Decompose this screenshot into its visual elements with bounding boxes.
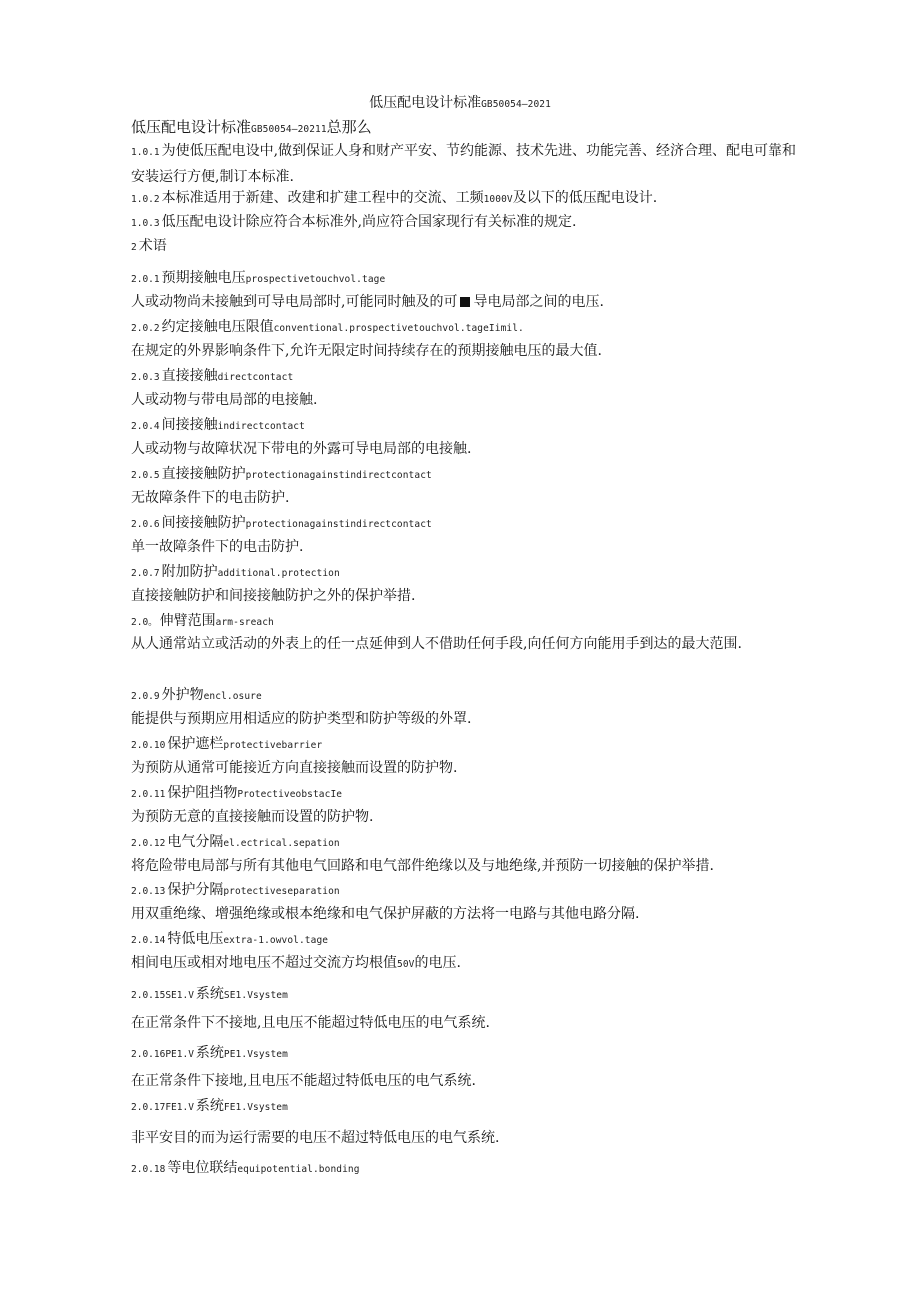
term-2-0-17-heading <box>131 1095 802 1119</box>
term-chinese: 系统 <box>195 1098 224 1114</box>
term-chinese: 预期接触电压 <box>161 270 246 286</box>
term-english: ProtectiveobstacIe <box>237 789 343 800</box>
clause-number: 1.0.1 <box>131 147 160 158</box>
term-2-0-4-heading <box>131 414 802 438</box>
term-english: extra-1.owvol.tage <box>223 935 329 946</box>
definition-text: 在正常条件下不接地,且电压不能超过特低电压的电气系统. <box>131 1015 490 1031</box>
term-chinese: 外护物 <box>161 687 204 703</box>
term-chinese: 保护分隔 <box>167 882 224 898</box>
clause-text: 为使低压配电设中,做到保证人身和财产平安、节约能源、技术先进、功能完善、经济合理、配电可靠和安装运行方便,制订本标准. <box>131 143 797 185</box>
term-2-0-9-heading <box>131 684 802 708</box>
term-chinese: 约定接触电压限值 <box>161 319 274 335</box>
definition-text: 直接接触防护和间接接触防护之外的保护举措. <box>131 588 416 604</box>
chapter-title: 术语 <box>138 238 167 254</box>
term-2-0-17-definition <box>131 1127 802 1149</box>
term-number: 2.0.9 <box>131 691 160 702</box>
term-2-0-11-heading <box>131 782 802 806</box>
term-2-0-12-definition <box>131 855 802 877</box>
term-2-0-9-definition <box>131 708 802 730</box>
clause-number: 1.0.3 <box>131 218 160 229</box>
term-english: FE1.Vsystem <box>223 1102 288 1113</box>
definition-text: 为预防无意的直接接触而设置的防护物. <box>131 809 374 825</box>
term-2-0-7-definition <box>131 585 802 607</box>
term-english: indirectcontact <box>217 421 305 432</box>
term-2-0-18-heading <box>131 1157 802 1181</box>
term-english: conventional.prospectivetouchvol.tageIimil. <box>273 323 524 334</box>
definition-text: 为预防从通常可能接近方向直接接触而设置的防护物. <box>131 760 458 776</box>
clause-text: 低压配电设计除应符合本标准外,尚应符合国家现行有关标准的规定. <box>161 214 577 230</box>
term-2-0-8-heading <box>131 610 802 634</box>
term-chinese: 保护遮栏 <box>167 736 224 752</box>
definition-text: 相间电压或相对地电压不超过交流方均根值 <box>131 955 397 971</box>
term-chinese: 保护阻挡物 <box>167 785 238 801</box>
term-number: 2.0.4 <box>131 421 160 432</box>
term-2-0-8-definition <box>131 632 802 656</box>
definition-text: 将危险带电局部与所有其他电气回路和电气部件绝缘以及与地绝缘,并预防一切接触的保护举措. <box>131 858 714 874</box>
term-2-0-4-definition <box>131 438 802 460</box>
term-number: 2.0.15SE1.V <box>131 990 194 1001</box>
term-2-0-2-heading <box>131 316 802 340</box>
term-number: 2.0.11 <box>131 789 166 800</box>
term-english: additional.protection <box>217 568 340 579</box>
document-title <box>0 92 920 116</box>
term-english: equipotential.bonding <box>237 1164 360 1175</box>
term-2-0-6-definition <box>131 536 802 558</box>
term-2-0-14-heading <box>131 928 802 952</box>
term-chinese: 间接接触防护 <box>161 515 246 531</box>
term-2-0-16-heading <box>131 1042 802 1066</box>
clause-text-end: 及以下的低压配电设计. <box>512 190 658 206</box>
term-number: 2.0.13 <box>131 886 166 897</box>
term-2-0-5-heading <box>131 463 802 487</box>
subtitle-code: GB50054—20211 <box>251 124 327 135</box>
definition-text: 人或动物尚未接触到可导电局部时,可能同时触及的可 <box>131 294 458 310</box>
chapter-number: 2 <box>131 242 137 253</box>
term-number: 2.0.14 <box>131 935 166 946</box>
term-english: protectiveseparation <box>223 886 340 897</box>
definition-text-end: 的电压. <box>414 955 461 971</box>
definition-text: 能提供与预期应用相适应的防护类型和防护等级的外罩. <box>131 711 472 727</box>
clause-text: 本标准适用于新建、改建和扩建工程中的交流、工频 <box>161 190 484 206</box>
definition-text: 单一故障条件下的电击防护. <box>131 539 304 555</box>
definition-text: 在规定的外界影响条件下,允许无限定时间持续存在的预期接触电压的最大值. <box>131 343 602 359</box>
term-number: 2.0.1 <box>131 274 160 285</box>
term-chinese: 系统 <box>195 986 224 1002</box>
term-english: SE1.Vsystem <box>223 990 288 1001</box>
black-square-mark <box>460 297 470 307</box>
definition-text: 人或动物与故障状况下带电的外露可导电局部的电接触. <box>131 441 472 457</box>
definition-text-end: 导电局部之间的电压. <box>473 294 604 310</box>
definition-text: 非平安目的而为运行需要的电压不超过特低电压的电气系统. <box>131 1130 500 1146</box>
definition-text: 在正常条件下接地,且电压不能超过特低电压的电气系统. <box>131 1073 476 1089</box>
term-english: PE1.Vsystem <box>223 1049 288 1060</box>
term-2-0-16-definition <box>131 1070 802 1092</box>
term-chinese: 直接接触防护 <box>161 466 246 482</box>
title-text: 低压配电设计标准 <box>369 95 482 111</box>
term-number: 2.0.12 <box>131 838 166 849</box>
clause-number: 1.0.2 <box>131 194 160 205</box>
term-number: 2.0.18 <box>131 1164 166 1175</box>
term-chinese: 附加防护 <box>161 564 218 580</box>
term-number: 2.0.5 <box>131 470 160 481</box>
term-chinese: 伸臂范围 <box>159 613 216 629</box>
term-number: 2.0.16PE1.V <box>131 1049 194 1060</box>
term-2-0-3-heading <box>131 365 802 389</box>
term-chinese: 直接接触 <box>161 368 218 384</box>
term-2-0-10-definition <box>131 757 802 779</box>
term-2-0-14-definition <box>131 952 802 976</box>
term-english: protectivebarrier <box>223 740 323 751</box>
term-chinese: 特低电压 <box>167 931 224 947</box>
term-english: el.ectrical.sepation <box>223 838 340 849</box>
term-2-0-15-heading <box>131 983 802 1007</box>
term-number: 2.0.7 <box>131 568 160 579</box>
subtitle-text: 低压配电设计标准 <box>131 118 252 136</box>
term-chinese: 间接接触 <box>161 417 218 433</box>
subtitle-general: 总那么 <box>326 118 372 136</box>
term-english: protectionagainstindirectcontact <box>245 470 432 481</box>
term-2-0-11-definition <box>131 806 802 828</box>
term-english: arm-sreach <box>215 617 274 628</box>
term-chinese: 等电位联结 <box>167 1160 238 1176</box>
title-code: GB50054—2021 <box>481 99 551 110</box>
definition-voltage: 50V <box>397 959 415 970</box>
term-english: prospectivetouchvol.tage <box>245 274 386 285</box>
definition-text: 无故障条件下的电击防护. <box>131 490 290 506</box>
term-2-0-5-definition <box>131 487 802 509</box>
term-number: 2.0.10 <box>131 740 166 751</box>
clause-1-0-2 <box>131 187 802 211</box>
clause-1-0-3 <box>131 211 802 235</box>
term-chinese: 电气分隔 <box>167 834 224 850</box>
term-2-0-13-definition <box>131 903 802 925</box>
term-2-0-3-definition <box>131 389 802 411</box>
term-2-0-7-heading <box>131 561 802 585</box>
term-2-0-13-heading <box>131 879 802 903</box>
term-number: 2.0.2 <box>131 323 160 334</box>
term-2-0-10-heading <box>131 733 802 757</box>
term-number: 2.0。 <box>131 617 158 628</box>
term-2-0-1-heading <box>131 267 802 291</box>
document-subtitle <box>131 116 802 141</box>
term-english: directcontact <box>217 372 294 383</box>
term-2-0-15-definition <box>131 1012 802 1034</box>
term-number: 2.0.17FE1.V <box>131 1102 194 1113</box>
term-2-0-1-definition <box>131 291 802 313</box>
clause-voltage: 1000V <box>483 194 513 205</box>
term-2-0-12-heading <box>131 831 802 855</box>
definition-text: 人或动物与带电局部的电接触. <box>131 392 318 408</box>
term-2-0-2-definition <box>131 340 802 362</box>
definition-text: 用双重绝缘、增强绝缘或根本绝缘和电气保护屏蔽的方法将一电路与其他电路分隔. <box>131 906 640 922</box>
term-number: 2.0.6 <box>131 519 160 530</box>
term-chinese: 系统 <box>195 1045 224 1061</box>
clause-1-0-1 <box>131 139 802 189</box>
term-english: encl.osure <box>203 691 262 702</box>
term-number: 2.0.3 <box>131 372 160 383</box>
definition-text: 从人通常站立或活动的外表上的任一点延伸到人不借助任何手段,向任何方向能用手到达的最大范围. <box>131 636 742 652</box>
term-2-0-6-heading <box>131 512 802 536</box>
chapter-heading <box>131 235 802 259</box>
term-english: protectionagainstindirectcontact <box>245 519 432 530</box>
